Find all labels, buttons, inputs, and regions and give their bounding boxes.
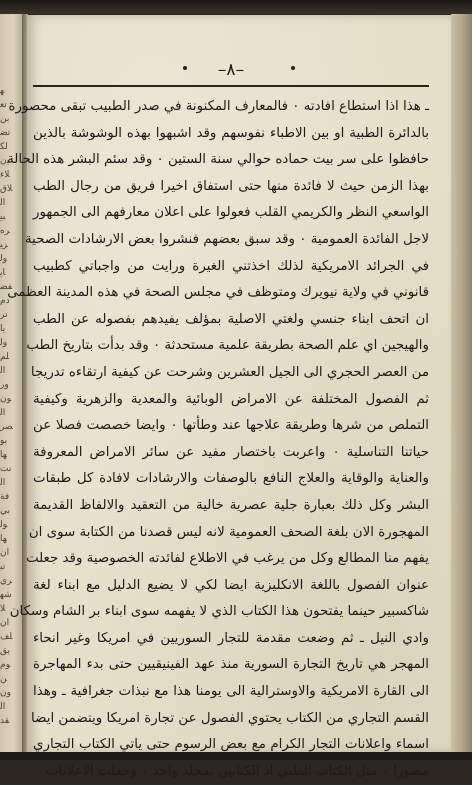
facing-page-glyph: ﻭﺭ [0,380,9,390]
text-line: يفهم منا المطالع وكل من يرغب في الاطلاع لفائدته الخصوصية وقد جعلت [25,551,429,567]
page-body-text [7,94,429,785]
text-line: ـ هذا اذا استطاع افادته ٠ فالمعارف المكنونة في صدر الطبيب تبقى محصورة [8,99,429,114]
facing-page-glyph: ﺑﻦ [0,114,10,124]
header-dot-right [291,66,295,70]
facing-page-glyph: ﺍﻥ [0,618,10,628]
text-line: لاجل الفائدة العمومية ٠ وقد سبق بعضهم فنشروا بعض الارشادات الصحية [24,231,429,247]
book-top-edge [0,0,472,14]
text-line: المهجورة الان بلغة الصحف العمومية لانه ليس قصدنا من الكتابة سوى ان [28,524,429,540]
facing-page-glyph: ﺗﻀ [0,128,11,138]
facing-page-glyph: ﻠﻒ [0,632,13,642]
facing-page-glyph: ﺰﻴ [0,240,8,250]
facing-page-glyph: ﺍﻟ [0,366,6,376]
text-line: الواسعي النظر والكريمي القلب فعولوا على اعلان معارفهم الى الجمهور [33,205,429,221]
text-line: بالدائرة الطبية او بين الاطباء نفوسهم وقد اشبهوا بهذه الوشوشة بالذين [33,125,429,141]
facing-page-glyph: ﺩﻡ [0,296,10,306]
text-line: البشر وكل ذلك بعبارة جلية عصرية خالية من التعقيد والالفاظ القديمة [33,497,429,513]
text-line: قانوني في ولاية نيويرك ومتوظف في مجلس الصحة في هذه المدينة العظمى [7,285,429,301]
facing-page-glyph: ﺍﻟ [0,702,6,712]
facing-page-glyph: ﺍﻟ [0,408,6,418]
text-line: المهجر هي تاريخ التجارة السورية منذ عهد الفينيقيين حتى بدء المهاجرة [33,657,429,673]
facing-page-glyph: ﻳﻖ [0,646,11,656]
facing-page-glyph: ﻬ [0,86,5,96]
page-number: –٨– [217,60,245,80]
facing-page-glyph: ﻭﻥ [0,688,11,698]
facing-page-glyph: ﻼﺀ [0,170,10,180]
facing-page-glyph: ﻼﻕ [0,184,13,194]
facing-page-glyph: ﻭﻟ [0,254,8,264]
facing-page-glyph: ﻳﺎ [0,324,6,334]
facing-page-glyph: ﺍﻟ [0,198,6,208]
facing-page-glyph: ﻘﺪ [0,716,10,726]
facing-page-glyph: ﺗﺮ [0,310,8,320]
facing-page-glyph: ﻠﻢ [0,352,9,362]
facing-page-glyph: ﺍﻟ [0,478,6,488]
page-header [33,58,429,90]
facing-page-glyph: ﻬﺎ [0,534,7,544]
text-line: شاكسبير حينما يفتحون هذا الكتاب الذي لا يفهمه سوى ابناء بر الشام وسكان [9,604,429,620]
text-line: والهيجين اي علم الصحة بطريقة علمية مستحدثة ٠ وقد بدأت بتاريخ الطب [26,338,429,354]
text-line: عنوان الفصول باللغة الانكليزية ايضا لكي لا يضيع الدليل مع ابناء لغة [33,577,429,593]
facing-page-edge [0,14,22,754]
facing-page-glyph: ﻬﺎ [0,450,7,460]
facing-page-text-fragment [0,84,18,728]
facing-page-glyph: ﺗﺒ [0,562,6,572]
text-line: اسماء واعلانات التجار الكرام مع بعض الرسوم حتى ياتي الكتاب التجاري [33,737,429,753]
facing-page-glyph: ﺼﺮ [0,422,13,432]
facing-page-glyph: ﻔﻀ [0,282,13,292]
page-stack-edge [451,14,472,754]
text-line: في الجرائد الامريكية لذلك اخذتني الغيرة ورايت من واجباتي كطبيب [33,258,429,274]
facing-page-glyph: ﻼ [0,604,6,614]
text-line: بهذا الزمن حيث لا فائدة منها حتى استفاق اخيرا فريق من رجال الطب [33,178,429,194]
text-line: مصورا ٠ مثل الكتاب الطبي اذ الكتابين بمجلد واحد ٠ وجعلت الاعلانات [46,763,429,779]
facing-page-glyph: ﺎﻳ [0,268,6,278]
facing-page-glyph: ﻮﻡ [0,660,11,670]
text-line: وادي النيل ـ ثم وضعت مقدمة للتجار السوريين في امريكا وغير انحاء [33,630,429,646]
facing-page-glyph: ﺑﻲ [0,506,11,516]
text-line: ان اتحف ابناء جنسي ولغتي الاصلية بمؤلف يفيدهم بفصوله عن الطب [33,311,429,327]
facing-page-glyph: ﻓﺔ [0,492,10,502]
facing-page-glyph: ﺑﻮ [0,436,8,446]
text-line: حافظوا على سر بيت حماده حوالي سنة الستين ٠ وقد سئم البشر هذه الحالة [7,152,429,168]
text-line: التملص من شرها وطريقة علاجها عند وطأتها ٠ وايضا خصصت فصلا عن [33,418,429,434]
text-line: من العصر الحجري الى الجيل العشرين وشرحت عن كيفية ارتقاءه تدريجا [30,364,429,380]
facing-page-glyph: ﺍﻥ [0,548,10,558]
facing-page-glyph: ﺮﻱ [0,576,13,586]
facing-page-glyph: ﺗﻌ [0,100,7,110]
text-line: حياتنا التناسلية ٠ واعربت باختصار مفيد عن سائر الامراض المعروفة [33,444,429,460]
facing-page-glyph: ﻮﻥ [0,394,12,404]
header-rule [33,85,429,87]
facing-page-glyph: ﻮﻟ [0,520,8,530]
facing-page-glyph: ﺒﻴ [0,212,6,222]
facing-page-glyph: ﻭﻟ [0,338,8,348]
facing-page-glyph: ﻟﻜ [0,142,8,152]
facing-page-glyph: ﺮﻩ [0,226,10,236]
facing-page-glyph: ﻴﻥ [0,156,10,166]
text-line: والعناية والوقاية والعلاج النافع بالوصفات والارشادات لافادة كل طبقات [33,471,429,487]
text-line: ثم الفصول المختلفة عن الامراض الوبائية والمعدية والزهرية وكيفية [33,391,429,407]
facing-page-glyph: ﻧﺖ [0,464,12,474]
facing-page-glyph: ﺷﻬ [0,590,12,600]
text-line: الى القارة الامريكية والاوسترالية الى يومنا هذا مع نبذات جغرافية ـ وهذا [33,684,429,700]
text-line: القسم التجاري من الكتاب يحتوي الفصول عن تجارة امريكا ويتضمن ايضا [31,710,429,726]
facing-page-glyph: ﻦ [0,674,7,684]
